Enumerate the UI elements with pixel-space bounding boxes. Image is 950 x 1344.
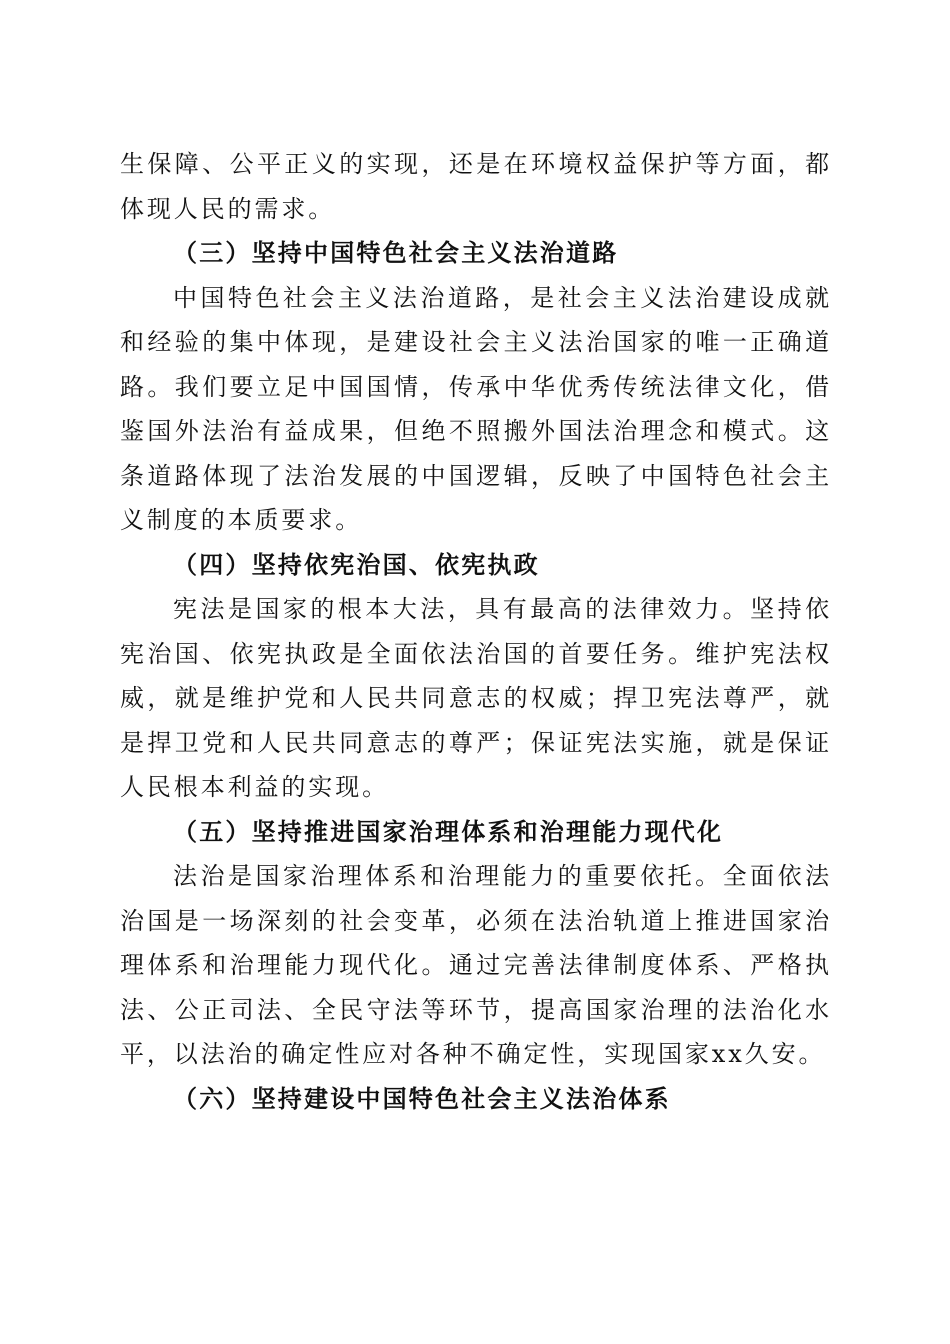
section-heading-5: （五）坚持推进国家治理体系和治理能力现代化 xyxy=(173,817,724,846)
section-heading-4: （四）坚持依宪治国、依宪执政 xyxy=(173,550,540,579)
document-body xyxy=(120,142,832,1121)
body-paragraph-5: 法治是国家治理体系和治理能力的重要依托。全面依法治国是一场深刻的社会变革，必须在法治轨道上推进国家治理体系和治理能力现代化。通过完善法律制度体系、严格执法、公正司法、全民守法等环节，提高国家治理的法治化水平，以法治的确定性应对各种不确定性，实现国家xx久安。 xyxy=(120,862,832,1068)
section-heading-6: （六）坚持建设中国特色社会主义法治体系 xyxy=(173,1084,671,1113)
body-paragraph-continuation: 生保障、公平正义的实现，还是在环境权益保护等方面，都体现人民的需求。 xyxy=(120,150,832,223)
section-heading-3: （三）坚持中国特色社会主义法治道路 xyxy=(173,239,619,267)
body-paragraph-3: 中国特色社会主义法治道路，是社会主义法治建设成就和经验的集中体现，是建设社会主义法治国家的唯一正确道路。我们要立足中国国情，传承中华优秀传统法律文化，借鉴国外法治有益成果，但绝不照搬外国法治理念和模式。这条道路体现了法治发展的中国逻辑，反映了中国特色社会主义制度的本质要求。 xyxy=(120,283,832,534)
body-paragraph-4: 宪法是国家的根本大法，具有最高的法律效力。坚持依宪治国、依宪执政是全面依法治国的首要任务。维护宪法权威，就是维护党和人民共同意志的权威；捍卫宪法尊严，就是捍卫党和人民共同意志的尊严；保证宪法实施，就是保证人民根本利益的实现。 xyxy=(120,595,832,801)
